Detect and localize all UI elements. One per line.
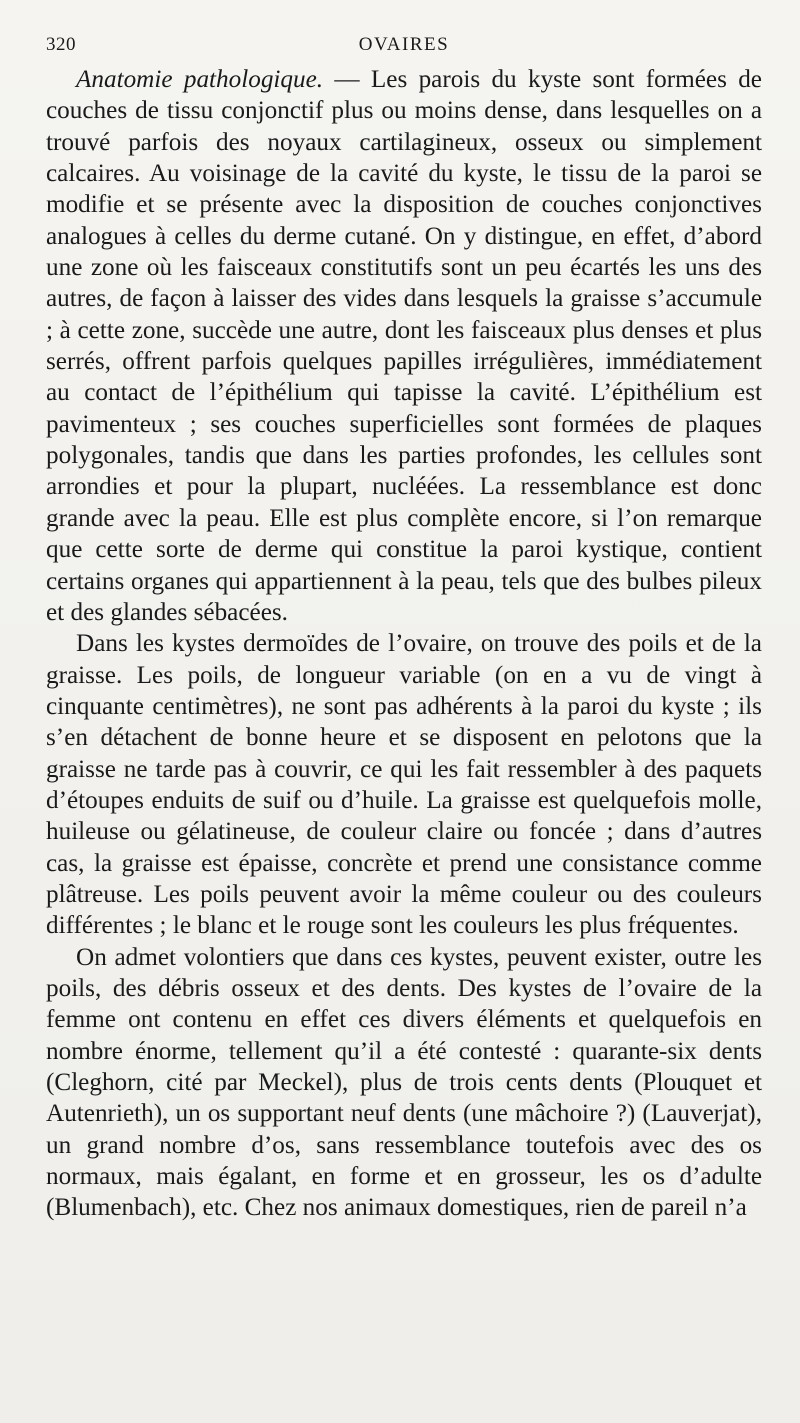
paragraph-bones-teeth: On admet volontiers que dans ces kystes, peuvent exister, outre les poils, des débris osseux et des dents. Des kystes de l’ovaire de la femme ont contenu en effet ces divers éléments et quelquefois en nombre énorme, tellement qu’il a été contesté : quarante-six dents (Cleghorn, cité par Meckel), plus de trois cents dents (Plouquet et Autenrieth), un os supportant neuf dents (une mâchoire ?) (Lauverjat), un grand nombre d’os, sans ressemblance toutefois avec des os normaux, mais égalant, en forme et en grosseur, les os d’adulte (Blumenbach), etc. Chez nos animaux domestiques, rien de pareil n’a: [46, 943, 762, 1222]
paragraph-text: — Les parois du kyste sont formées de couches de tissu conjonctif plus ou moins dense, dans lesquelles on a trouvé parfois des noyaux cartilagineux, osseux ou simplement calcaires. Au voisinage de la cavité du kyste, le tissu de la paroi se modifie et se présente avec la disposition de couches conjonctives analogues à celles du derme cutané. On y distingue, en effet, d’abord une zone où les faisceaux constitutifs sont un peu écartés les uns des autres, de façon à laisser des vides dans lesquels la graisse s’accumule ; à cette zone, succède une autre, dont les faisceaux plus denses et plus serrés, offrent parfois quelques papilles irrégulières, immédiatement au contact de l’épithélium qui tapisse la cavité. L’épithélium est pavimenteux ; ses couches superficielles sont formées de plaques polygonales, tandis que dans les parties profondes, les cellules sont arrondies et pour la plupart, nucléées. La ressemblance est donc grande avec la peau. Elle est plus complète encore, si l’on remarque que cette sorte de derme qui constitue la paroi kystique, contient certains organes qui appartiennent à la peau, tels que des bulbes pileux et des glandes sébacées.: [46, 66, 762, 626]
section-heading: Anatomie pathologique.: [76, 66, 324, 93]
running-head: [46, 30, 762, 64]
paragraph-pathology: [46, 64, 762, 628]
body-text: [46, 64, 762, 1224]
chapter-title: OVAIRES: [358, 34, 450, 55]
page-number: 320: [46, 34, 76, 55]
paragraph-dermoid-cysts: Dans les kystes dermoïdes de l’ovaire, on trouve des poils et de la graisse. Les poils, de longueur variable (on en a vu de vingt à cinquante centimètres), ne sont pas adhérents à la paroi du kyste ; ils s’en détachent de bonne heure et se disposent en pelotons que la graisse ne tarde pas à couvrir, ce qui les fait ressembler à des paquets d’étoupes enduits de suif ou d’huile. La graisse est quelquefois molle, huileuse ou gélatineuse, de couleur claire ou foncée ; dans d’autres cas, la graisse est épaisse, concrète et prend une consistance comme plâtreuse. Les poils peuvent avoir la même couleur ou des couleurs différentes ; le blanc et le rouge sont les couleurs les plus fréquentes.: [46, 630, 762, 940]
